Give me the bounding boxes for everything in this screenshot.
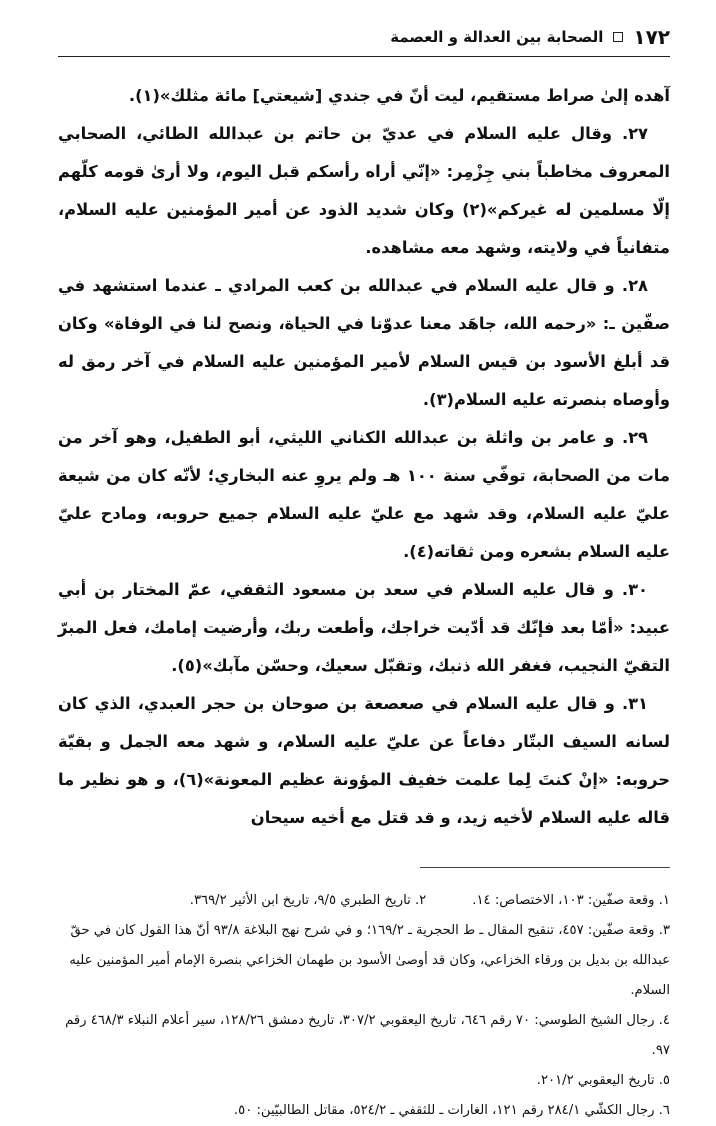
- page-number: ١٧٢: [633, 25, 670, 49]
- footnote-divider: [420, 867, 670, 868]
- paragraph-28: ٢٨. و قال عليه السلام في عبدالله بن كعب المرادي ـ عندما استشهد في صفّين ـ: «رحمه الله، جاهَد معنا عدوّنا في الحياة، ونصح لنا في الوفاة» وكان قد أبلغ الأسود بن قيس السلام لأمير المؤمنين عليه السلام في آخر رمق له وأوصاه بنصرته عليه السلام(٣).: [58, 276, 670, 409]
- footnote-5: ٥. تاريخ اليعقوبي ٢٠١/٢.: [536, 1073, 670, 1088]
- square-ornament-icon: [613, 32, 623, 42]
- running-title: الصحابة بين العدالة و العصمة: [390, 28, 604, 46]
- footnote-4: ٤. رجال الشيخ الطوسي: ٧٠ رقم ٦٤٦، تاريخ اليعقوبي ٣٠٧/٢، تاريخ دمشق ١٢٨/٢٦، سير أعلام النبلاء ٤٦٨/٣ رقم ٩٧.: [65, 1013, 670, 1058]
- footnote-3: ٣. وقعة صفّين: ٤٥٧، تنقيح المقال ـ ط الحجرية ـ ١٦٩/٢؛ و في شرح نهج البلاغة ٩٣/٨ أنّ هذا القول كان في حقّ عبدالله بن بديل بن ورقاء الخزاعي، وكان قد أوصىٰ الأسود بن طهمان الخزاعي بنصرة الإمام أمير المؤمنين عليه السلام.: [69, 923, 670, 998]
- footnote-2: ٢. تاريخ الطبري ٩/٥، تاريخ ابن الأثير ٣٦٩/٢.: [189, 893, 427, 908]
- footnote-6: ٦. رجال الكشّي ٢٨٤/١ رقم ١٢١، الغارات ـ للثقفي ـ ٥٢٤/٢، مقاتل الطالبيّين: ٥٠.: [233, 1103, 670, 1118]
- footnote-row: [58, 886, 670, 916]
- paragraph-30: ٣٠. و قال عليه السلام في سعد بن مسعود الثقفي، عمّ المختار بن أبي عبيد: «أمّا بعد فإنّك قد أدّيت خراجك، وأطعت ربك، وأرضيت إمامك، فعل المبرّ التقيّ النجيب، فغفر الله ذنبك، وتقبّل سعيك، وحسّن مآبك»(٥).: [58, 580, 670, 675]
- footnote-1: ١. وقعة صفّين: ١٠٣، الاختصاص: ١٤.: [472, 893, 670, 908]
- paragraph-27: ٢٧. وقال عليه السلام في عديّ بن حاتم بن عبدالله الطائي، الصحابي المعروف مخاطباً بني جِزْمِر: «إنّي أراه رأسكم قبل اليوم، ولا أرىٰ قومه كلّهم إلّا مسلمين له غيركم»(٢) وكان شديد الذود عن أمير المؤمنين عليه السلام، متفانياً في ولايته، وشهد معه مشاهده.: [58, 124, 670, 257]
- paragraph-31: ٣١. و قال عليه السلام في صعصعة بن صوحان بن حجر العبدي، الذي كان لسانه السيف البتّار دفاعاً عن عليّ عليه السلام، و شهد معه الجمل و بقيّة حروبه: «إنْ كنتَ لِما علمت خفيف المؤونة عظيم المعونة»(٦)، و هو نظير ما قاله عليه السلام لأخيه زيد، و قد قتل مع أخيه سيحان: [58, 694, 670, 827]
- paragraph-29: ٢٩. و عامر بن واثلة بن عبدالله الكناني الليثي، أبو الطفيل، وهو آخر من مات من الصحابة، توفّي سنة ١٠٠ هـ ولم يروِ عنه البخاري؛ لأنّه كان من شيعة عليّ عليه السلام، وقد شهد مع عليّ عليه السلام جميع حروبه، ومادح عليّ عليه السلام بشعره ومن ثقاته(٤).: [58, 428, 670, 561]
- paragraph-continuation: آهده إلىٰ صراط مستقيم، ليت أنّ في جندي [شيعتي] مائة مثلك»(١).: [128, 86, 670, 105]
- running-header: [58, 22, 670, 57]
- footnotes: [58, 886, 670, 1126]
- book-page: [58, 22, 670, 1126]
- main-text: [58, 77, 670, 837]
